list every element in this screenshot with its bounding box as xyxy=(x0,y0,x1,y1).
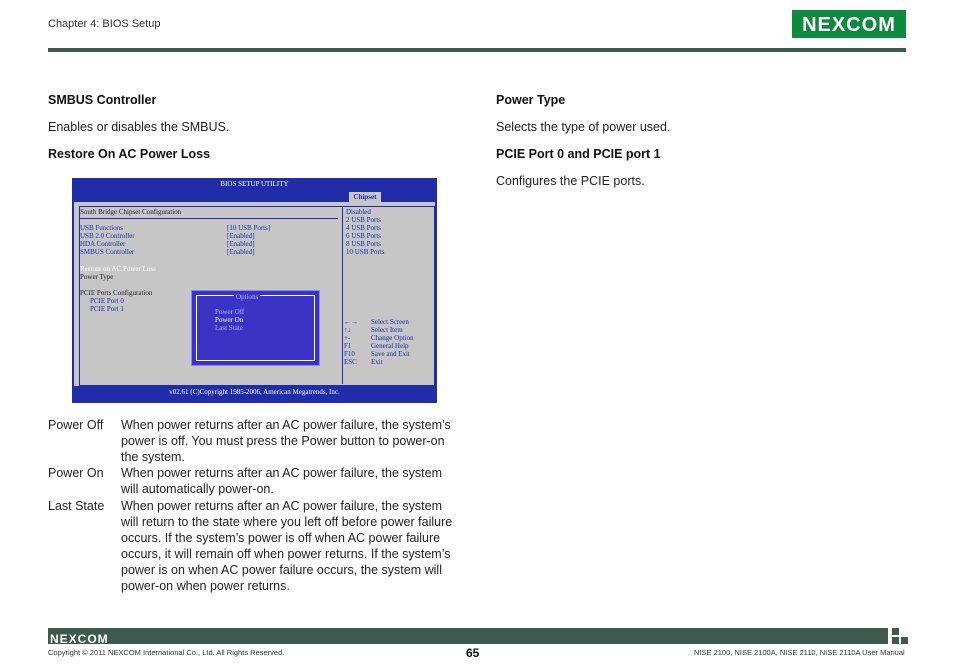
bios-row-label[interactable]: USB 2.0 Controller xyxy=(80,232,135,240)
corner-square-icon xyxy=(892,637,899,644)
bios-help-option: 2 USB Ports xyxy=(346,216,382,224)
pcie-heading: PCIE Port 0 and PCIE port 1 xyxy=(496,147,661,161)
power-type-desc: Selects the type of power used. xyxy=(496,120,671,134)
bios-row-label[interactable]: HDA Controller xyxy=(80,240,126,248)
bios-help-option: 8 USB Ports xyxy=(346,240,382,248)
bios-key: ←→ xyxy=(344,318,358,326)
bios-key-action: Exit xyxy=(371,358,383,366)
bios-help-option: 4 USB Ports xyxy=(346,224,382,232)
bios-pcie-port1[interactable]: PCIE Port 1 xyxy=(90,305,124,313)
bios-tab-chipset[interactable]: Chipset xyxy=(349,192,381,202)
bios-section-title: South Bridge Chipset Configuration xyxy=(80,208,182,216)
bios-row-value[interactable]: [10 USB Ports] xyxy=(227,224,271,232)
bios-options-popup xyxy=(191,290,320,366)
popup-option-last-state[interactable]: Last State xyxy=(215,324,243,332)
def-term-power-on: Power On xyxy=(48,466,104,480)
popup-option-power-off[interactable]: Power Off xyxy=(215,308,245,316)
def-term-last-state: Last State xyxy=(48,499,105,513)
bios-help-option: 10 USB Ports xyxy=(346,248,385,256)
power-type-heading: Power Type xyxy=(496,93,566,107)
bios-title: BIOS SETUP UTILITY xyxy=(220,180,289,188)
bios-key: F10 xyxy=(344,350,355,358)
bios-row-value[interactable]: [Enabled] xyxy=(227,248,255,256)
bios-panel xyxy=(74,202,435,386)
bios-row-label[interactable]: USB Functions xyxy=(80,224,123,232)
chapter-title: Chapter 4: BIOS Setup xyxy=(48,18,161,30)
bios-key: F1 xyxy=(344,342,352,350)
pcie-desc: Configures the PCIE ports. xyxy=(496,174,645,188)
popup-frame xyxy=(196,295,315,361)
def-desc-last-state: When power returns after an AC power failure, the system will return to the state where you left off before power failure occurs. If the system’s power is off when AC power failure occurs, it will remain off when power returns. If the system’s power is on when AC power failure occurs, the system will power-on when power returns. xyxy=(121,499,453,593)
popup-title: Options xyxy=(236,293,259,301)
bios-restore-item[interactable]: Restore on AC Power Loss xyxy=(80,265,156,273)
bios-key-action: Change Option xyxy=(371,334,414,342)
bios-key-action: General Help xyxy=(371,342,409,350)
bios-help-option: Disabled xyxy=(346,208,371,216)
page-number: 65 xyxy=(466,646,480,660)
bios-help-option: 6 USB Ports xyxy=(346,232,382,240)
bios-key: ↑↓ xyxy=(344,326,351,334)
bios-row-value[interactable]: [Enabled] xyxy=(227,240,255,248)
footer-bar xyxy=(48,628,888,644)
bios-key-action: Save and Exit xyxy=(371,350,410,358)
def-desc-power-on: When power returns after an AC power failure, the system will automatically power-on. xyxy=(121,466,442,496)
bios-footer: v02.61 (C)Copyright 1985-2006, American Megatrends, Inc. xyxy=(169,388,340,396)
manual-title: NISE 2100, NISE 2100A, NISE 2110, NISE 2110A User Manual xyxy=(694,648,905,657)
logo-text: NEXCOM xyxy=(802,14,896,36)
popup-option-power-on[interactable]: Power On xyxy=(215,316,244,324)
smbus-desc: Enables or disables the SMBUS. xyxy=(48,120,230,134)
bios-key-action: Select Item xyxy=(371,326,403,334)
def-desc-power-off: When power returns after an AC power failure, the system’s power is off. You must press the Power button to power-on the system. xyxy=(121,418,451,464)
bios-separator xyxy=(342,206,343,384)
nexcom-logo xyxy=(792,10,906,38)
bios-pcie-port0[interactable]: PCIE Port 0 xyxy=(90,297,124,305)
bios-key: +- xyxy=(344,334,351,342)
corner-square-icon xyxy=(892,628,899,635)
footer-logo xyxy=(50,630,109,648)
bios-power-type-item[interactable]: Power Type xyxy=(80,273,114,281)
smbus-heading: SMBUS Controller xyxy=(48,93,157,107)
footer-logo-text: NEXCOM xyxy=(50,632,109,646)
def-term-power-off: Power Off xyxy=(48,418,104,432)
bios-key: ESC xyxy=(344,358,357,366)
bios-pcie-config-label: PCIE Ports Configuration xyxy=(80,289,153,297)
bios-screenshot xyxy=(72,178,437,403)
restore-heading: Restore On AC Power Loss xyxy=(48,147,211,161)
header-rule xyxy=(48,48,906,52)
copyright: Copyright © 2011 NEXCOM International Co., Ltd. All Rights Reserved. xyxy=(48,648,285,657)
corner-square-icon xyxy=(901,637,908,644)
bios-key-action: Select Screen xyxy=(371,318,409,326)
bios-section-rule xyxy=(80,218,338,219)
bios-row-label[interactable]: SMBUS Controller xyxy=(80,248,135,256)
bios-row-value[interactable]: [Enabled] xyxy=(227,232,255,240)
